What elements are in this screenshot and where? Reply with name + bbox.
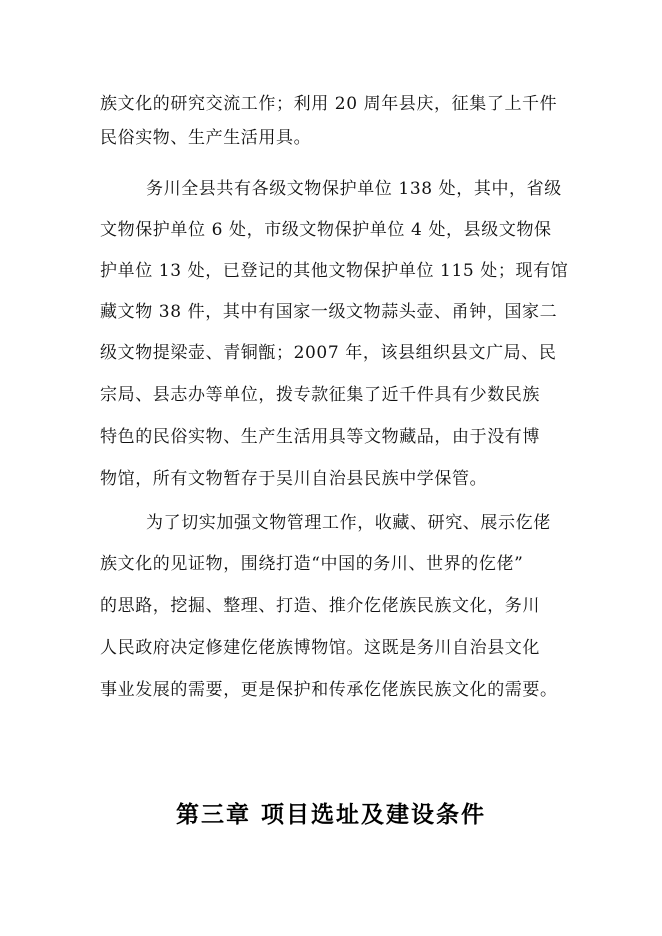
paragraph-line: 特色的民俗实物、生产生活用具等文物藏品，由于没有博 [100, 427, 540, 447]
paragraph-line: 藏文物 38 件，其中有国家一级文物蒜头壶、甬钟，国家二 [100, 302, 558, 322]
paragraph-line: 务川全县共有各级文物保护单位 138 处，其中，省级 [146, 179, 562, 199]
chapter-heading: 第三章 项目选址及建设条件 [175, 802, 486, 828]
paragraph-line: 级文物提梁壶、青铜甑；2007 年，该县组织县文广局、民 [100, 343, 557, 363]
paragraph-line: 宗局、县志办等单位，拨专款征集了近千件具有少数民族 [100, 385, 540, 405]
paragraph-line: 文物保护单位 6 处，市级文物保护单位 4 处，县级文物保 [100, 220, 552, 240]
paragraph-line: 的思路，挖掘、整理、打造、推介仡佬族民族文化，务川 [100, 596, 540, 616]
paragraph-line: 民俗实物、生产生活用具。 [100, 128, 312, 148]
paragraph-line: 人民政府决定修建仡佬族博物馆。这既是务川自治县文化 [100, 638, 540, 658]
paragraph-line: 族文化的研究交流工作；利用 20 周年县庆，征集了上千件 [100, 94, 558, 114]
paragraph-line: 事业发展的需要，更是保护和传承仡佬族民族文化的需要。 [100, 680, 558, 700]
paragraph-line: 族文化的见证物，围绕打造“中国的务川、世界的仡佬” [100, 554, 524, 574]
paragraph-line: 物馆，所有文物暂存于吴川自治县民族中学保管。 [100, 469, 488, 489]
paragraph-line: 为了切实加强文物管理工作，收藏、研究、展示仡佬 [146, 513, 551, 533]
paragraph-line: 护单位 13 处，已登记的其他文物保护单位 115 处；现有馆 [100, 261, 569, 281]
